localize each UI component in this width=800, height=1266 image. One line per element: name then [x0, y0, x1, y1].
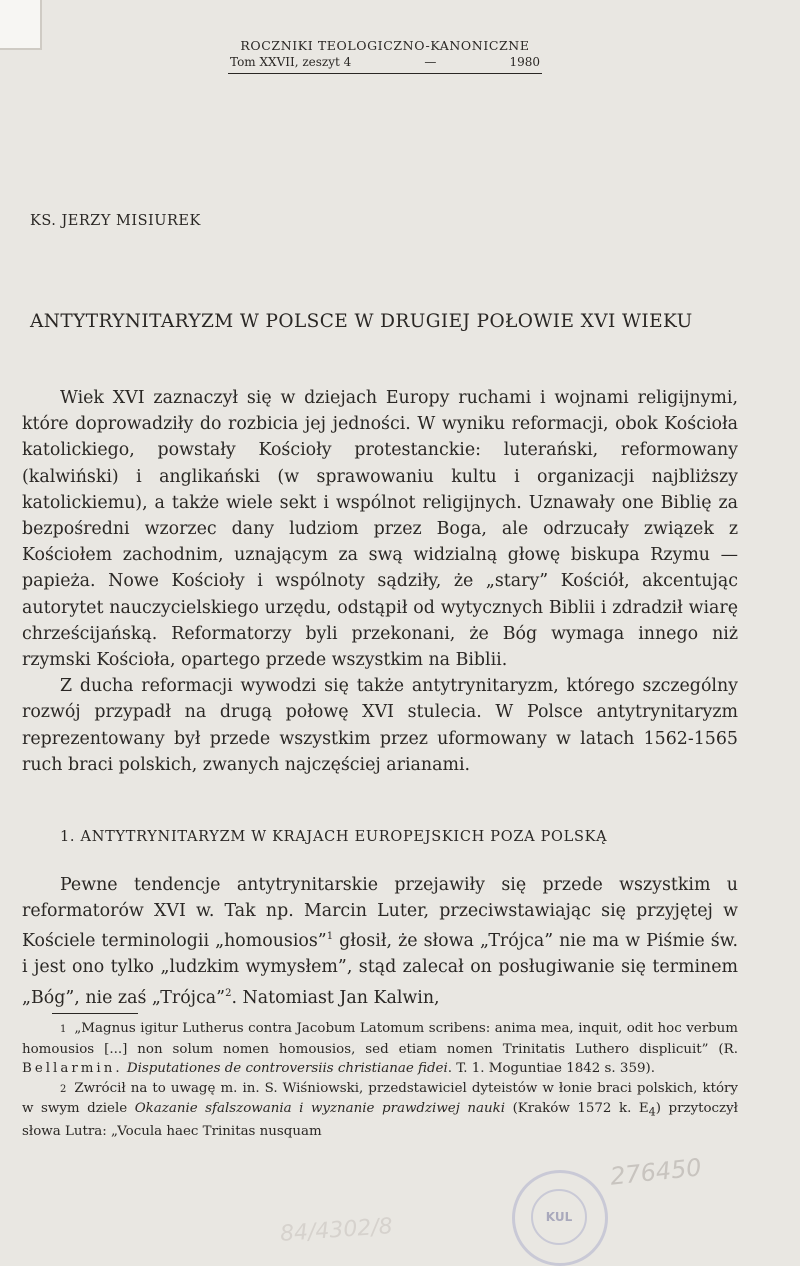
footnote-1-author: Bellarmin.: [22, 1061, 123, 1076]
footnotes: [22, 1019, 738, 1142]
footnote-2-number: 2: [60, 1083, 67, 1095]
journal-year: 1980: [509, 55, 540, 69]
intro-paragraph-1: Wiek XVI zaznaczył się w dziejach Europy ruchami i wojnami religijnymi, które doprowadziły do rozbicia jej jedności. W wyniku reformacji, obok Kościoła katolickiego, powstały Kościoły protestanckie: luterański, reformowany (kalwiński) i anglikański (w sprawowaniu kultu i organizacji najbliższy katolickiemu), a także wiele sekt i wspólnot religijnych. Uznawały one Biblię za bezpośredni wzorzec dany ludziom przez Boga, ale odrzucały związek z Kościołem zachodnim, uznającym za swą widzialną głowę biskupa Rzymu — papieża. Nowe Kościoły i wspólnoty sądziły, że „stary” Kościół, akcentując autorytet nauczycielskiego urzędu, odstąpił od wytycznych Biblii i zdradził wiarę chrześcijańską. Reformatorzy byli przekonani, że Bóg wymaga innego niż rzymski Kościoła, opartego przede wszystkim na Biblii.: [22, 388, 738, 671]
pencil-shelf-mark: 84/4302/8: [279, 1214, 394, 1247]
footnote-1-title: Disputationes de controversiis christianae fidei: [126, 1061, 448, 1076]
intro-section: [22, 385, 738, 778]
footnote-ref-1: 1: [326, 931, 334, 943]
library-stamp-center: KUL: [531, 1189, 587, 1245]
journal-volume: Tom XXVII, zeszyt 4: [230, 55, 352, 69]
intro-paragraph-2: Z ducha reformacji wywodzi się także antytrynitaryzm, którego szczególny rozwój przypadł na drugą połowę XVI stulecia. W Polsce antytrynitaryzm reprezentowany był przede wszystkim przez uformowany w latach 1562-1565 ruch braci polskich, zwanych najczęściej arianami.: [22, 676, 738, 775]
section-text-b: głosił, że słowa „Trójca” nie ma w Piśmie św. i jest ono tylko „ludzkim wymysłem”, stąd zalecał on posługiwanie się terminem „Bóg”, nie zaś „Trójca”: [22, 931, 738, 1008]
footnote-2-subscript: 4: [648, 1105, 656, 1119]
footnote-1: [22, 1019, 738, 1079]
footnote-1-number: 1: [60, 1024, 67, 1035]
section-text-c: . Natomiast Jan Kalwin,: [231, 987, 440, 1008]
section-text-a: Pewne tendencje antytrynitarskie przejawiły się przede wszystkim u reformatorów XVI w. Tak np. Marcin Luter, przeciwstawiając się przyjętej w Kościele terminologii „homousios”: [22, 875, 738, 952]
journal-header: [228, 38, 542, 74]
footnote-2-text-b: (Kraków 1572 k. E: [505, 1101, 649, 1116]
footnote-2: [22, 1079, 738, 1142]
section-heading: 1. ANTYTRYNITARYZM W KRAJACH EUROPEJSKICH POZA POLSKĄ: [60, 829, 608, 845]
footnote-2-title: Okazanie sfalszowania i wyznanie prawdziwej nauki: [134, 1101, 506, 1116]
footnote-divider: [52, 1013, 138, 1014]
article-title: ANTYTRYNITARYZM W POLSCE W DRUGIEJ POŁOWIE XVI WIEKU: [30, 311, 693, 332]
section-paragraph: [22, 872, 738, 1011]
corner-paper-fold: [0, 0, 42, 50]
footnote-1-text-b: . T. 1. Moguntiae 1842 s. 359).: [447, 1061, 655, 1076]
footnote-2-text-a: Zwrócił na to uwagę m. in. S. Wiśniowski, przedstawiciel dyteistów w łonie braci polskich, który w swym dziele: [22, 1080, 738, 1116]
footnote-ref-2: 2: [225, 987, 232, 999]
footnote-1-text-a: „Magnus igitur Lutherus contra Jacobum Latomum scribens: anima mea, inquit, odit hoc verbum homousios [...] non solum nomen homousios, sed etiam nomen Trinitatis Luthero displicuit” (R.: [22, 1021, 738, 1057]
section-body: [22, 872, 738, 1011]
footnote-2-text-c: ) przytoczył słowa Lutra: „Vocula haec Trinitas nusquam: [22, 1101, 739, 1140]
library-stamp: [512, 1170, 608, 1266]
author-name: KS. JERZY MISIUREK: [30, 213, 201, 229]
pencil-inventory-number: 276450: [608, 1153, 703, 1191]
journal-dash: —: [424, 55, 437, 69]
journal-meta: [228, 55, 542, 74]
journal-title: ROCZNIKI TEOLOGICZNO-KANONICZNE: [240, 38, 530, 53]
